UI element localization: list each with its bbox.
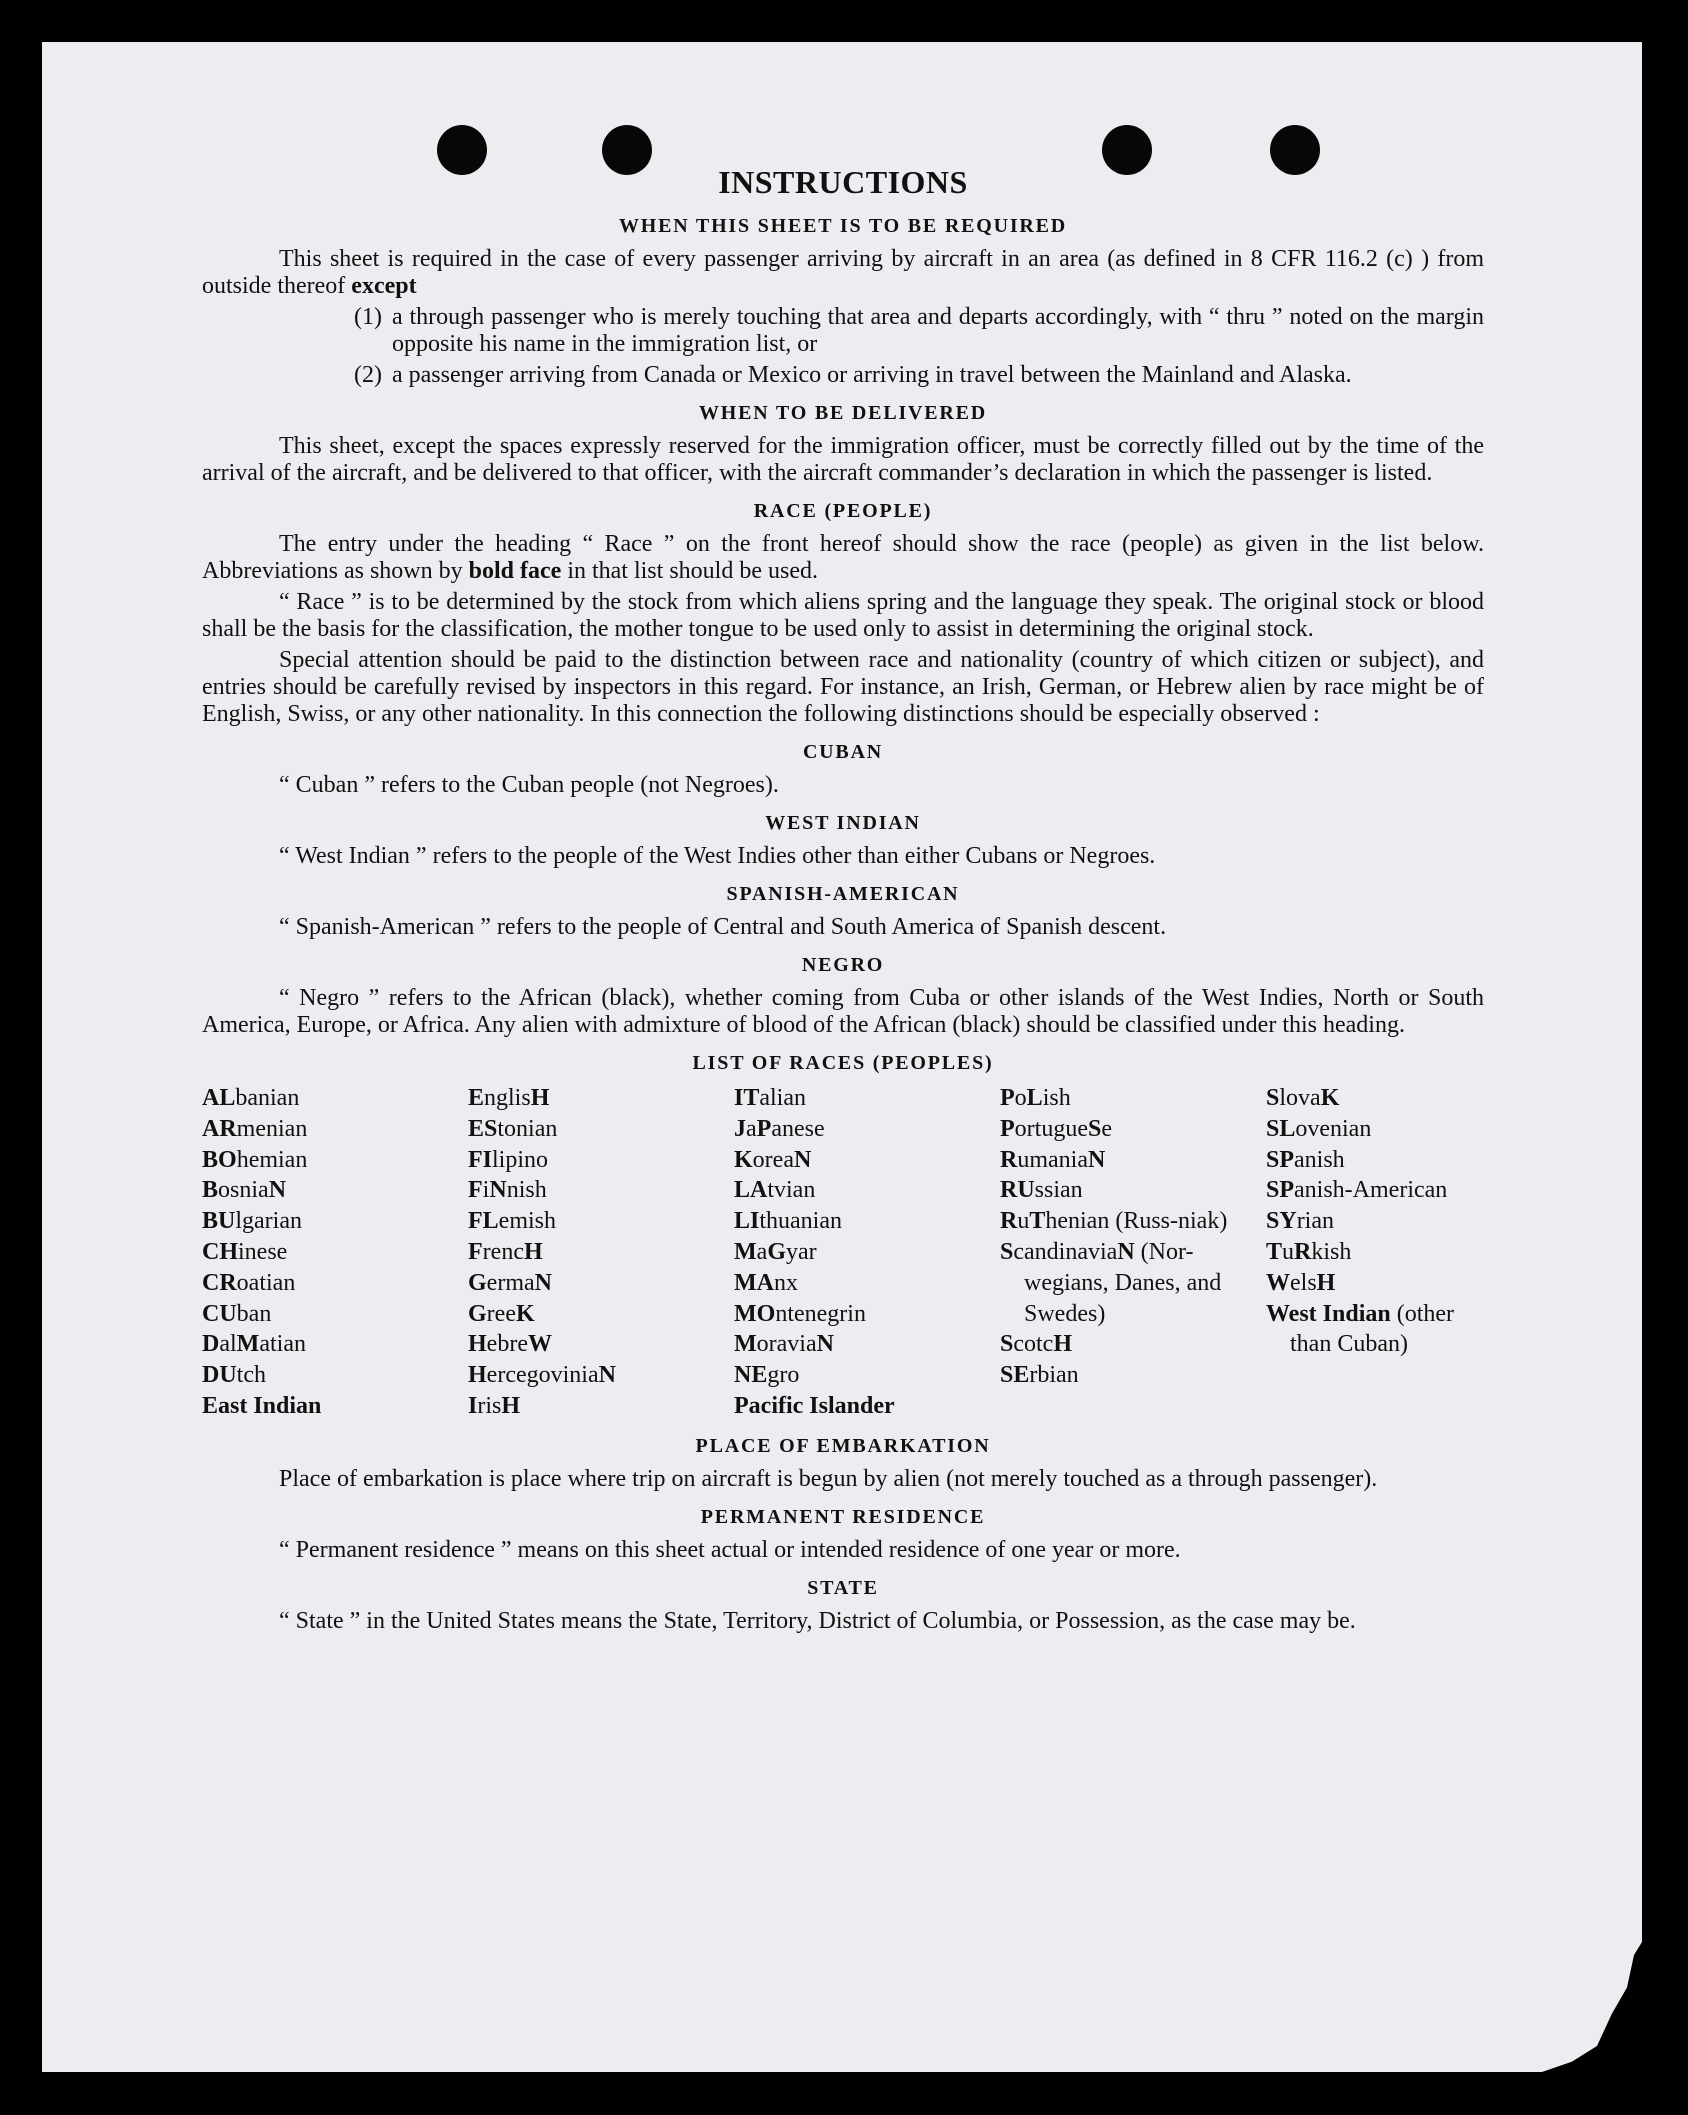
race-entry: BUlgarian bbox=[202, 1208, 302, 1235]
negro-text: “ Negro ” refers to the African (black), whether coming from Cuba or other islands of the West Indies, North or South America, Europe, or Africa. Any alien with admixture of blood of the African (black) should be classified under this heading. bbox=[202, 985, 1484, 1038]
race-entry: IrisH bbox=[468, 1392, 521, 1419]
race-entry: TuRkish bbox=[1266, 1238, 1352, 1265]
heading-cuban: CUBAN bbox=[802, 741, 884, 763]
race-entry: BOhemian bbox=[202, 1146, 308, 1173]
race-entry: FLemish bbox=[468, 1208, 556, 1235]
heading-spanish-american: SPANISH-AMERICAN bbox=[726, 883, 960, 905]
heading-when-required: WHEN THIS SHEET IS TO BE REQUIRED bbox=[618, 215, 1068, 237]
race-entry: RumaniaN bbox=[1000, 1146, 1106, 1173]
when-delivered-text: This sheet, except the spaces expressly reserved for the immigration officer, must be correctly filled out by the time of the arrival of the aircraft, and be delivered to that officer, with the aircraft commander’s declaration in which the passenger is listed. bbox=[202, 433, 1484, 486]
race-entry: FiNnish bbox=[468, 1177, 547, 1204]
heading-state: STATE bbox=[807, 1576, 879, 1599]
race-entry: FIlipino bbox=[468, 1146, 549, 1173]
race-column bbox=[734, 1083, 1000, 1422]
race-entry: ScandinaviaN (Nor-wegians, Danes, and Swedes) bbox=[1000, 1238, 1222, 1327]
when-required-intro: This sheet is required in the case of every passenger arriving by aircraft in an area (as defined in 8 CFR 116.2 (c) ) from outside thereof except bbox=[202, 246, 1484, 299]
race-entry: Pacific Islander bbox=[734, 1392, 895, 1419]
race-entry: RUssian bbox=[1000, 1177, 1083, 1204]
state-text: “ State ” in the United States means the State, Territory, District of Columbia, or Possession, as the case may be. bbox=[279, 1607, 1356, 1634]
race-entry: HercegoviniaN bbox=[468, 1362, 616, 1389]
race-paragraph: The entry under the heading “ Race ” on the front hereof should show the race (people) as given in the list below. Abbreviations as shown by bold face in that list should be used. bbox=[202, 531, 1484, 584]
page-title: INSTRUCTIONS bbox=[718, 164, 968, 200]
race-entry: ITalian bbox=[734, 1085, 806, 1111]
heading-permanent-residence: PERMANENT RESIDENCE bbox=[700, 1505, 986, 1528]
race-column bbox=[468, 1083, 734, 1422]
spanish-american-text: “ Spanish-American ” refers to the people of Central and South America of Spanish descent. bbox=[279, 914, 1167, 940]
race-entry: East Indian bbox=[202, 1392, 322, 1419]
residence-text: “ Permanent residence ” means on this sheet actual or intended residence of one year or more. bbox=[279, 1536, 1181, 1563]
race-paragraph: “ Race ” is to be determined by the stock from which aliens spring and the language they speak. The original stock or blood shall be the basis for the classification, the mother tongue to be used only to assist in determining the original stock. bbox=[202, 589, 1484, 642]
race-entry: BosniaN bbox=[202, 1177, 287, 1204]
race-column bbox=[1266, 1083, 1484, 1422]
torn-corner bbox=[1542, 1942, 1642, 2072]
race-entry: MAnx bbox=[734, 1269, 798, 1296]
race-column bbox=[1000, 1083, 1266, 1422]
race-entry: ARmenian bbox=[202, 1115, 308, 1142]
race-entry: SLovenian bbox=[1266, 1115, 1372, 1142]
race-entry: FrencH bbox=[468, 1238, 543, 1265]
race-entry: KoreaN bbox=[734, 1146, 812, 1173]
embarkation-text: Place of embarkation is place where trip on aircraft is begun by alien (not merely touched as a through passenger). bbox=[279, 1465, 1378, 1492]
race-entry: JaPanese bbox=[734, 1115, 825, 1142]
race-paragraph: Special attention should be paid to the distinction between race and nationality (country of which citizen or subject), and entries should be carefully revised by inspectors in this regard. For instance, an Irish, German, or Hebrew alien by race might be of English, Swiss, or any other nationality. In this connection the following distinctions should be especially observed : bbox=[202, 647, 1484, 727]
race-entry: MOntenegrin bbox=[734, 1300, 866, 1327]
race-column bbox=[202, 1083, 468, 1422]
race-entry: PortugueSe bbox=[1000, 1115, 1112, 1142]
race-entry: SPanish-American bbox=[1266, 1177, 1448, 1204]
race-entry: PoLish bbox=[1000, 1085, 1071, 1111]
race-entry: GreeK bbox=[468, 1300, 535, 1327]
document-content bbox=[202, 162, 1484, 1639]
heading-when-delivered: WHEN TO BE DELIVERED bbox=[698, 402, 988, 424]
exception-item: (1) a through passenger who is merely touching that area and departs accordingly, with “ thru ” noted on the margin opposite his name in the immigration list, or bbox=[354, 304, 1484, 357]
race-entry: RuThenian (Russ-niak) bbox=[1000, 1208, 1228, 1235]
west-indian-text: “ West Indian ” refers to the people of the West Indies other than either Cubans or Negroes. bbox=[279, 843, 1156, 869]
race-entry: ALbanian bbox=[202, 1085, 300, 1111]
race-entry: MaGyar bbox=[734, 1238, 817, 1265]
race-entry: CUban bbox=[202, 1300, 272, 1327]
heading-west-indian: WEST INDIAN bbox=[765, 812, 921, 834]
race-entry: EStonian bbox=[468, 1115, 558, 1142]
race-entry: West Indian (other than Cuban) bbox=[1266, 1300, 1455, 1358]
heading-negro: NEGRO bbox=[801, 954, 885, 976]
race-entry: SPanish bbox=[1266, 1146, 1345, 1173]
race-entry: HebreW bbox=[468, 1331, 552, 1358]
heading-race: RACE (PEOPLE) bbox=[753, 500, 933, 522]
race-entry: CRoatian bbox=[202, 1269, 296, 1296]
race-entry: LIthuanian bbox=[734, 1208, 842, 1235]
race-entry: ScotcH bbox=[1000, 1331, 1073, 1358]
heading-embarkation: PLACE OF EMBARKATION bbox=[695, 1434, 991, 1457]
race-entry: GermaN bbox=[468, 1269, 552, 1296]
race-entry: SYrian bbox=[1266, 1208, 1334, 1235]
race-entry: DUtch bbox=[202, 1362, 266, 1389]
race-list bbox=[202, 1083, 1484, 1422]
heading-list-of-races: LIST OF RACES (PEOPLES) bbox=[692, 1052, 994, 1074]
race-entry: LAtvian bbox=[734, 1177, 816, 1204]
race-entry: SErbian bbox=[1000, 1362, 1079, 1389]
race-entry: CHinese bbox=[202, 1238, 288, 1265]
race-entry: WelsH bbox=[1266, 1269, 1336, 1296]
race-entry: SlovaK bbox=[1266, 1085, 1340, 1111]
race-entry: DalMatian bbox=[202, 1331, 306, 1358]
exception-item: (2) a passenger arriving from Canada or Mexico or arriving in travel between the Mainland and Alaska. bbox=[354, 362, 1352, 388]
race-entry: NEgro bbox=[734, 1362, 800, 1389]
cuban-text: “ Cuban ” refers to the Cuban people (not Negroes). bbox=[279, 772, 779, 798]
race-entry: MoraviaN bbox=[734, 1331, 834, 1358]
race-entry: EnglisH bbox=[468, 1085, 550, 1111]
